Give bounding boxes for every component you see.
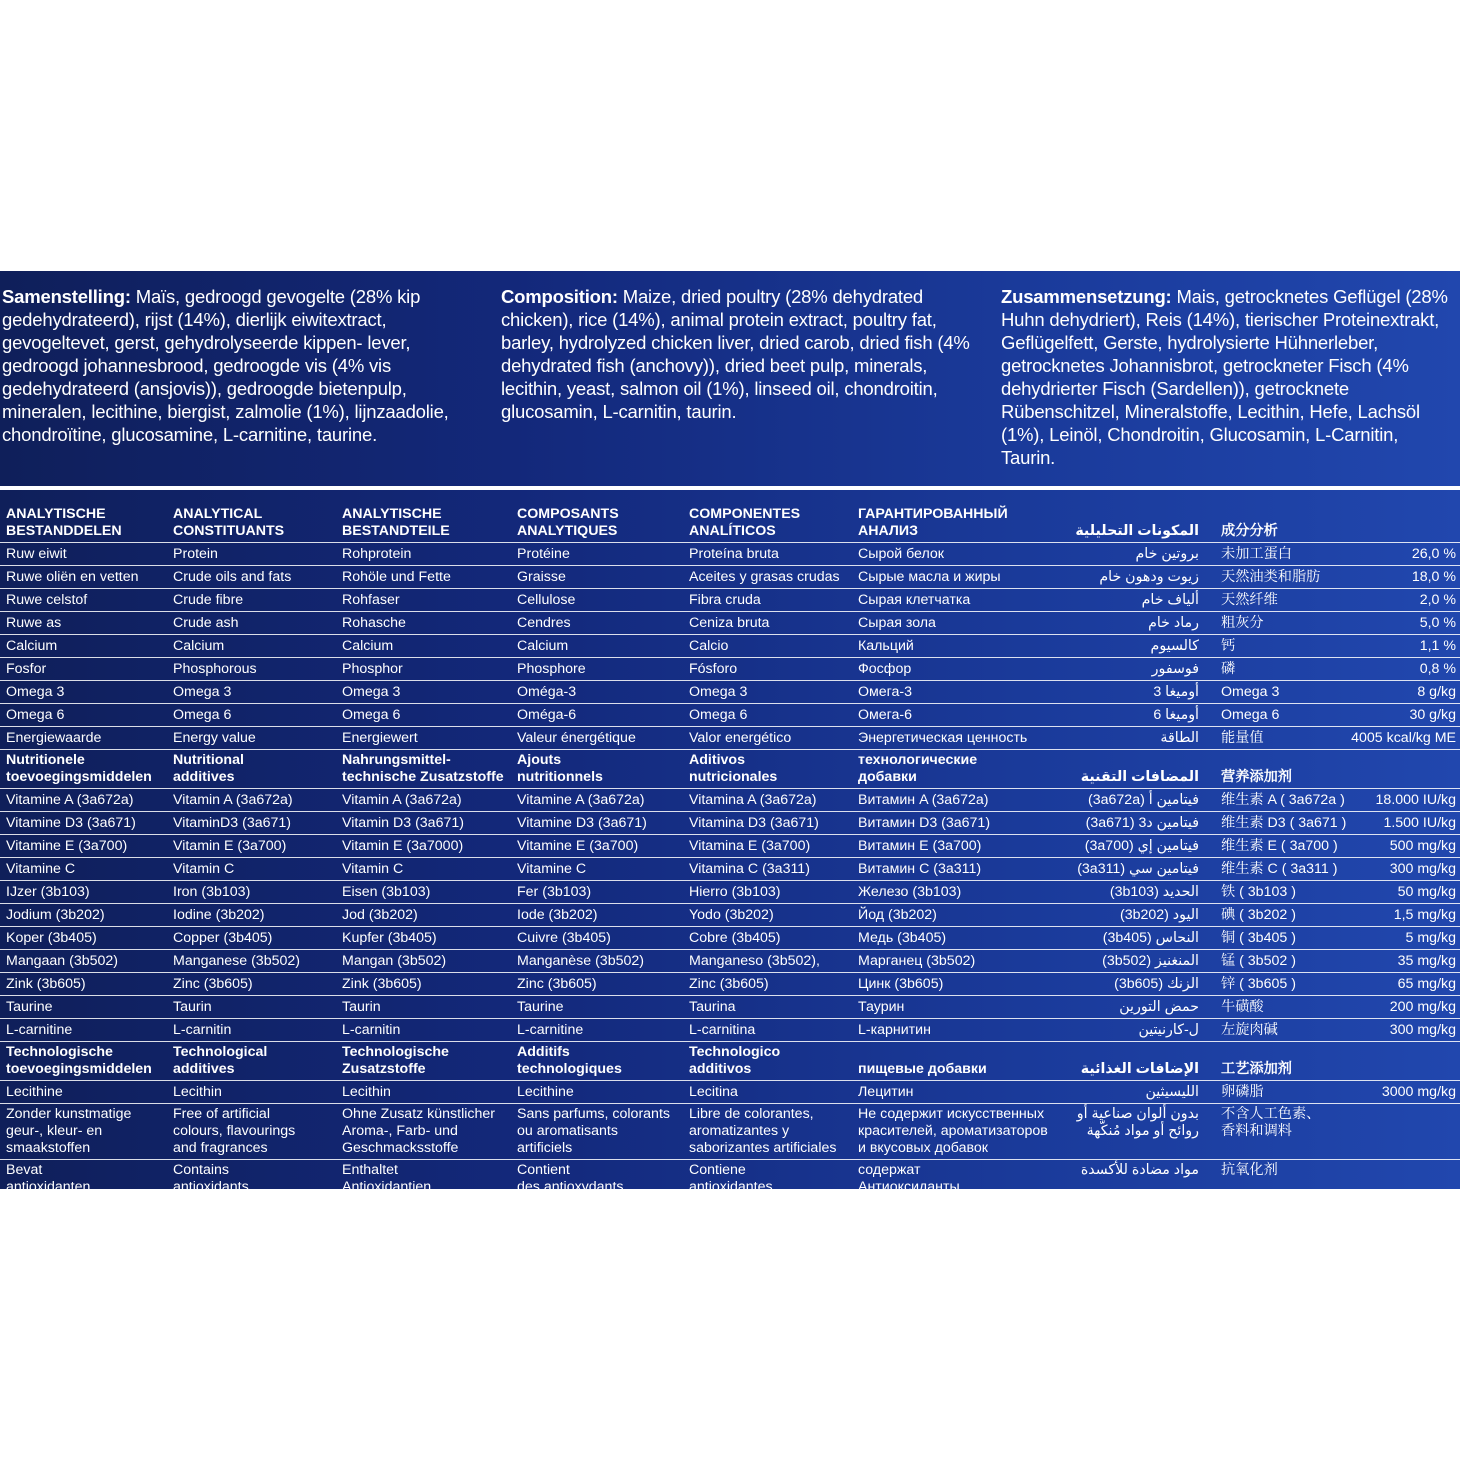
cell-french: Oméga-3 xyxy=(511,681,683,704)
cell-dutch: ANALYTISCHE BESTANDDELEN xyxy=(0,504,167,543)
cell-german: L-carnitin xyxy=(336,1019,511,1042)
cell-german: Vitamin C xyxy=(336,858,511,881)
cell-german: Ohne Zusatz künstlicher Aroma-, Farb- und Geschmacksstoffe xyxy=(336,1104,511,1160)
cell-german: Vitamin D3 (3a671) xyxy=(336,812,511,835)
cell-chinese: 工艺添加剂 xyxy=(1219,1042,1323,1081)
cell-arabic: فيتامين سي (3a311) xyxy=(1065,858,1219,881)
table-row xyxy=(0,727,1460,750)
cell-arabic: الحديد (3b103) xyxy=(1065,881,1219,904)
cell-russian: Сырой белок xyxy=(852,543,1065,566)
cell-arabic: المضافات التقنية xyxy=(1065,750,1219,789)
cell-chinese: 粗灰分 xyxy=(1219,612,1323,635)
cell-german: Omega 3 xyxy=(336,681,511,704)
cell-dutch: Omega 3 xyxy=(0,681,167,704)
composition-dutch xyxy=(2,285,472,446)
cell-spanish: Vitamina D3 (3a671) xyxy=(683,812,852,835)
cell-german: Lecithin xyxy=(336,1081,511,1104)
cell-english: Protein xyxy=(167,543,336,566)
cell-english: Crude oils and fats xyxy=(167,566,336,589)
cell-spanish: Cobre (3b405) xyxy=(683,927,852,950)
table-row xyxy=(0,881,1460,904)
cell-dutch: L-carnitine xyxy=(0,1019,167,1042)
cell-dutch: Vitamine A (3a672a) xyxy=(0,789,167,812)
table-row xyxy=(0,950,1460,973)
table-row-antioxidants xyxy=(0,1160,1460,1199)
cell-french: Sans parfums, colorants ou aromatisants artificiels xyxy=(511,1104,683,1160)
cell-chinese: 维生素 C ( 3a311 ) xyxy=(1219,858,1323,881)
cell-arabic: اليود (3b202) xyxy=(1065,904,1219,927)
cell-russian: Кальций xyxy=(852,635,1065,658)
cell-german: Zink (3b605) xyxy=(336,973,511,996)
cell-dutch: Jodium (3b202) xyxy=(0,904,167,927)
cell-dutch: Vitamine C xyxy=(0,858,167,881)
cell-value: 18,0 % xyxy=(1323,566,1460,589)
cell-french: Zinc (3b605) xyxy=(511,973,683,996)
cell-arabic: فيتامين د3 (3a671) xyxy=(1065,812,1219,835)
cell-english: Vitamin E (3a700) xyxy=(167,835,336,858)
cell-spanish: Aditivos nutricionales xyxy=(683,750,852,789)
cell-dutch: Zonder kunstmatige geur-, kleur- en smaakstoffen xyxy=(0,1104,167,1160)
cell-chinese: 磷 xyxy=(1219,658,1323,681)
cell-arabic: مواد مضادة للأكسدة xyxy=(1080,1162,1199,1178)
cell-dutch: Ruw eiwit xyxy=(0,543,167,566)
cell-french: Iode (3b202) xyxy=(511,904,683,927)
cell-chinese: Omega 3 xyxy=(1219,681,1323,704)
cell-russian: Сырая зола xyxy=(852,612,1065,635)
analysis-table xyxy=(0,504,1460,1198)
cell-french: Cendres xyxy=(511,612,683,635)
cell-spanish: Libre de colorantes, aromatizantes y saborizantes artificiales xyxy=(683,1104,852,1160)
cell-english: Vitamin C xyxy=(167,858,336,881)
cell-english: Omega 3 xyxy=(167,681,336,704)
cell-german: ANALYTISCHE BESTANDTEILE xyxy=(336,504,511,543)
table-row xyxy=(0,635,1460,658)
cell-value: 5 mg/kg xyxy=(1323,927,1460,950)
composition-dutch-label: Samenstelling: xyxy=(2,286,131,307)
cell-french: Vitamine A (3a672a) xyxy=(511,789,683,812)
table-row xyxy=(0,543,1460,566)
cell-spanish: Zinc (3b605) xyxy=(683,973,852,996)
cell-english: L-carnitin xyxy=(167,1019,336,1042)
cell-spanish: Hierro (3b103) xyxy=(683,881,852,904)
cell-value xyxy=(1323,750,1460,789)
cell-value: 1,1 % xyxy=(1323,635,1460,658)
table-header-row xyxy=(0,504,1460,543)
cell-english: Copper (3b405) xyxy=(167,927,336,950)
cell-spanish: Technologico additivos xyxy=(683,1042,852,1081)
cell-value: 200 mg/kg xyxy=(1323,996,1460,1019)
section-header-technological xyxy=(0,1042,1460,1081)
cell-russian: Витамин A (3a672a) xyxy=(852,789,1065,812)
table-row xyxy=(0,927,1460,950)
cell-russian: Таурин xyxy=(852,996,1065,1019)
cell-french: Taurine xyxy=(511,996,683,1019)
cell-german: Rohöle und Fette xyxy=(336,566,511,589)
cell-english: Technological additives xyxy=(167,1042,336,1081)
cell-dutch: Taurine xyxy=(0,996,167,1019)
cell-english: Crude ash xyxy=(167,612,336,635)
cell-value: 5,0 % xyxy=(1323,612,1460,635)
cell-french: Valeur énergétique xyxy=(511,727,683,750)
cell-chinese: 卵磷脂 xyxy=(1219,1081,1323,1104)
cell-dutch: Mangaan (3b502) xyxy=(0,950,167,973)
cell-russian: Марганец (3b502) xyxy=(852,950,1065,973)
cell-chinese: 锰 ( 3b502 ) xyxy=(1219,950,1323,973)
cell-arabic: رماد خام xyxy=(1065,612,1219,635)
cell-arabic: فيتامين أ (3a672a) xyxy=(1065,789,1219,812)
cell-arabic: ألياف خام xyxy=(1065,589,1219,612)
composition-panel xyxy=(0,271,1460,486)
cell-dutch: Ruwe celstof xyxy=(0,589,167,612)
cell-value: 4005 kcal/kg ME xyxy=(1323,727,1460,750)
cell-chinese: 天然纤维 xyxy=(1219,589,1323,612)
cell-spanish: Vitamina A (3a672a) xyxy=(683,789,852,812)
cell-french: Vitamine D3 (3a671) xyxy=(511,812,683,835)
cell-chinese: 锌 ( 3b605 ) xyxy=(1219,973,1323,996)
section-header-nutritional xyxy=(0,750,1460,789)
cell-german: Rohprotein xyxy=(336,543,511,566)
cell-french: Lecithine xyxy=(511,1081,683,1104)
cell-spanish: Yodo (3b202) xyxy=(683,904,852,927)
cell-arabic: المكونات التحليلية xyxy=(1065,504,1219,543)
cell-english: Vitamin A (3a672a) xyxy=(167,789,336,812)
cell-english: Iron (3b103) xyxy=(167,881,336,904)
cell-spanish: Lecitina xyxy=(683,1081,852,1104)
cell-chinese: Omega 6 xyxy=(1219,704,1323,727)
table-row xyxy=(0,589,1460,612)
table-row xyxy=(0,1081,1460,1104)
cell-chinese: 天然油类和脂肪 xyxy=(1219,566,1323,589)
cell-french: Ajouts nutritionnels xyxy=(511,750,683,789)
table-row xyxy=(0,812,1460,835)
cell-russian: Витамин E (3a700) xyxy=(852,835,1065,858)
composition-dutch-text: Maïs, gedroogd gevogelte (28% kip gedehydrateerd), rijst (14%), dierlijk eiwitextract, gevogeltevet, gerst, gehydrolyseerde kippen- lever, gedroogd johannesbrood, gedroogde vis (4% vis gedehydrateerd (ansjovis)), gedroogde bietenpulp, mineralen, lecithine, biergist, zalmolie (1%), lijnzaadolie, chondroïtine, glucosamine, L-carnitine, taurine. xyxy=(2,286,449,445)
cell-chinese: 维生素 A ( 3a672a ) xyxy=(1219,789,1323,812)
cell-german: Technologische Zusatzstoffe xyxy=(336,1042,511,1081)
cell-russian: Сырые масла и жиры xyxy=(852,566,1065,589)
cell-german: Nahrungsmittel- technische Zusatzstoffe xyxy=(336,750,511,789)
cell-french: Phosphore xyxy=(511,658,683,681)
cell-chinese: 钙 xyxy=(1219,635,1323,658)
table-row xyxy=(0,704,1460,727)
cell-english: Calcium xyxy=(167,635,336,658)
cell-chinese: 不含人工色素、 香料和调料 xyxy=(1219,1104,1323,1160)
cell-dutch: Calcium xyxy=(0,635,167,658)
cell-russian: Не содержит искусственных красителей, ароматизаторов и вкусовых добавок xyxy=(852,1104,1065,1160)
cell-dutch: Nutritionele toevoegingsmiddelen xyxy=(0,750,167,789)
composition-english-label: Composition: xyxy=(501,286,618,307)
cell-french: Fer (3b103) xyxy=(511,881,683,904)
cell-chinese: 维生素 D3 ( 3a671 ) xyxy=(1219,812,1323,835)
cell-dutch: Technologische toevoegingsmiddelen xyxy=(0,1042,167,1081)
cell-chinese: 未加工蛋白 xyxy=(1219,543,1323,566)
cell-spanish: L-carnitina xyxy=(683,1019,852,1042)
cell-value: 50 mg/kg xyxy=(1323,881,1460,904)
cell-dutch: IJzer (3b103) xyxy=(0,881,167,904)
cell-french: Oméga-6 xyxy=(511,704,683,727)
cell-dutch: Zink (3b605) xyxy=(0,973,167,996)
cell-french: Graisse xyxy=(511,566,683,589)
cell-french: Manganèse (3b502) xyxy=(511,950,683,973)
cell-arabic: أوميغا 6 xyxy=(1065,704,1219,727)
cell-spanish: Fósforo xyxy=(683,658,852,681)
cell-arabic: فيتامين إي (3a700) xyxy=(1065,835,1219,858)
cell-value: 300 mg/kg xyxy=(1323,858,1460,881)
cell-russian: Витамин C (3a311) xyxy=(852,858,1065,881)
cell-dutch: Vitamine D3 (3a671) xyxy=(0,812,167,835)
cell-dutch: Omega 6 xyxy=(0,704,167,727)
cell-russian: ГАРАНТИРОВАННЫЙ АНАЛИЗ xyxy=(852,504,1065,543)
cell-dutch: Lecithine xyxy=(0,1081,167,1104)
cell-english: Phosphorous xyxy=(167,658,336,681)
cell-value xyxy=(1323,1160,1460,1199)
table-row xyxy=(0,904,1460,927)
cell-arabic: الطاقة xyxy=(1065,727,1219,750)
cell-value: 65 mg/kg xyxy=(1323,973,1460,996)
table-row xyxy=(0,789,1460,812)
cell-german: Jod (3b202) xyxy=(336,904,511,927)
cell-english: Manganese (3b502) xyxy=(167,950,336,973)
cell-russian: Энергетическая ценность xyxy=(852,727,1065,750)
cell-arabic: الليسيثين xyxy=(1065,1081,1219,1104)
cell-dutch: Fosfor xyxy=(0,658,167,681)
cell-arabic: حمض التورين xyxy=(1065,996,1219,1019)
cell-arabic: المنغنيز (3b502) xyxy=(1065,950,1219,973)
cell-english: Crude fibre xyxy=(167,589,336,612)
cell-russian: Фосфор xyxy=(852,658,1065,681)
cell-french: Calcium xyxy=(511,635,683,658)
cell-arabic: كالسيوم xyxy=(1065,635,1219,658)
cell-russian: Сырая клетчатка xyxy=(852,589,1065,612)
analysis-table-body xyxy=(0,504,1460,1198)
cell-dutch: Ruwe as xyxy=(0,612,167,635)
cell-value: 18.000 IU/kg xyxy=(1323,789,1460,812)
cell-spanish: COMPONENTES ANALÍTICOS xyxy=(683,504,852,543)
table-row xyxy=(0,612,1460,635)
cell-value: 3000 mg/kg xyxy=(1323,1081,1460,1104)
cell-value xyxy=(1323,1104,1460,1160)
cell-russian: Йод (3b202) xyxy=(852,904,1065,927)
cell-english: VitaminD3 (3a671) xyxy=(167,812,336,835)
cell-spanish: Valor energético xyxy=(683,727,852,750)
cell-spanish: Aceites y grasas crudas xyxy=(683,566,852,589)
cell-dutch: Ruwe oliën en vetten xyxy=(0,566,167,589)
cell-german: Energiewert xyxy=(336,727,511,750)
cell-value: 35 mg/kg xyxy=(1323,950,1460,973)
table-row xyxy=(0,996,1460,1019)
cell-russian: Медь (3b405) xyxy=(852,927,1065,950)
cell-spanish: Contiene antioxidantes xyxy=(689,1162,773,1195)
cell-german: Phosphor xyxy=(336,658,511,681)
cell-spanish: Manganeso (3b502), xyxy=(683,950,852,973)
cell-arabic: النحاس (3b405) xyxy=(1065,927,1219,950)
table-row-free-of-artificial xyxy=(0,1104,1460,1160)
cell-russian: Железо (3b103) xyxy=(852,881,1065,904)
composition-english xyxy=(501,285,971,423)
analysis-panel xyxy=(0,490,1460,1195)
cell-value: 30 g/kg xyxy=(1323,704,1460,727)
cell-english: Energy value xyxy=(167,727,336,750)
composition-german-text: Mais, getrocknetes Geflügel (28% Huhn dehydriert), Reis (14%), tierischer Proteinextrakt, Geflügelfett, Gerste, hydrolysierte Hühnerleber, getrocknetes Johannisbrot, getrockneter Fisch (4% dehydrierter Fisch (Sardellen)), getrocknete Rübenschitzel, Mineralstoffe, Lecithin, Hefe, Lachsöl (1%), Leinöl, Chondroitin, Glucosamin, L-Carnitin, Taurin. xyxy=(1001,286,1448,468)
cell-english: Taurin xyxy=(167,996,336,1019)
composition-english-text: Maize, dried poultry (28% dehydrated chicken), rice (14%), animal protein extract, poultry fat, barley, hydrolyzed chicken liver, dried carob, dried fish (4% dehydrated fish (anchovy)), dried beet pulp, minerals, lecithin, yeast, salmon oil (1%), linseed oil, chondroitin, glucosamin, L-carnitin, taurin. xyxy=(501,286,970,422)
cell-value: 26,0 % xyxy=(1323,543,1460,566)
cell-french: COMPOSANTS ANALYTIQUES xyxy=(511,504,683,543)
cell-english: Omega 6 xyxy=(167,704,336,727)
composition-german-label: Zusammensetzung: xyxy=(1001,286,1172,307)
cell-german: Taurin xyxy=(336,996,511,1019)
cell-russian: Лецитин xyxy=(852,1081,1065,1104)
cell-dutch: Energiewaarde xyxy=(0,727,167,750)
cell-russian: L-карнитин xyxy=(852,1019,1065,1042)
cell-french: Cellulose xyxy=(511,589,683,612)
cell-value: 500 mg/kg xyxy=(1323,835,1460,858)
cell-english: Iodine (3b202) xyxy=(167,904,336,927)
table-row xyxy=(0,566,1460,589)
cell-chinese: 铁 ( 3b103 ) xyxy=(1219,881,1323,904)
cell-spanish: Omega 3 xyxy=(683,681,852,704)
cell-french: Cuivre (3b405) xyxy=(511,927,683,950)
cell-spanish: Ceniza bruta xyxy=(683,612,852,635)
cell-spanish: Vitamina E (3a700) xyxy=(683,835,852,858)
cell-german: Eisen (3b103) xyxy=(336,881,511,904)
cell-dutch: Bevat antioxidanten xyxy=(6,1162,91,1195)
cell-chinese: 牛磺酸 xyxy=(1219,996,1323,1019)
table-row xyxy=(0,1019,1460,1042)
cell-value: 300 mg/kg xyxy=(1323,1019,1460,1042)
cell-german: Vitamin A (3a672a) xyxy=(336,789,511,812)
cell-chinese: 抗氧化剂 xyxy=(1221,1162,1278,1178)
cell-russian: пищевые добавки xyxy=(852,1042,1065,1081)
cell-arabic: بدون ألوان صناعية أو روائح أو مواد مُنكّهة xyxy=(1065,1104,1219,1160)
table-row xyxy=(0,681,1460,704)
cell-french: Contient des antioxydants xyxy=(517,1162,624,1195)
cell-dutch: Koper (3b405) xyxy=(0,927,167,950)
cell-russian: Омега-6 xyxy=(852,704,1065,727)
cell-value: 8 g/kg xyxy=(1323,681,1460,704)
cell-german: Vitamin E (3a7000) xyxy=(336,835,511,858)
cell-french: Vitamine C xyxy=(511,858,683,881)
cell-spanish: Taurina xyxy=(683,996,852,1019)
table-row xyxy=(0,973,1460,996)
cell-spanish: Omega 6 xyxy=(683,704,852,727)
cell-spanish: Calcio xyxy=(683,635,852,658)
cell-russian: Цинк (3b605) xyxy=(852,973,1065,996)
cell-english: Zinc (3b605) xyxy=(167,973,336,996)
cell-german: Calcium xyxy=(336,635,511,658)
cell-russian: содержат Антиоксиданты xyxy=(858,1162,960,1195)
cell-chinese: 成分分析 xyxy=(1219,504,1323,543)
cell-spanish: Vitamina C (3a311) xyxy=(683,858,852,881)
cell-english: Nutritional additives xyxy=(167,750,336,789)
cell-german: Kupfer (3b405) xyxy=(336,927,511,950)
cell-german: Omega 6 xyxy=(336,704,511,727)
cell-english: ANALYTICAL CONSTITUANTS xyxy=(167,504,336,543)
cell-russian: Витамин D3 (3a671) xyxy=(852,812,1065,835)
cell-arabic: ل-كارنيتين xyxy=(1065,1019,1219,1042)
cell-arabic: الإضافات الغذائية xyxy=(1065,1042,1219,1081)
table-row xyxy=(0,658,1460,681)
cell-dutch: Vitamine E (3a700) xyxy=(0,835,167,858)
cell-value: 0,8 % xyxy=(1323,658,1460,681)
cell-french: Vitamine E (3a700) xyxy=(511,835,683,858)
cell-chinese: 能量值 xyxy=(1219,727,1323,750)
cell-french: L-carnitine xyxy=(511,1019,683,1042)
cell-arabic: زيوت ودهون خام xyxy=(1065,566,1219,589)
cell-value xyxy=(1323,1042,1460,1081)
cell-german: Rohasche xyxy=(336,612,511,635)
cell-german: Rohfaser xyxy=(336,589,511,612)
table-row xyxy=(0,835,1460,858)
cell-value: 2,0 % xyxy=(1323,589,1460,612)
cell-chinese: 左旋肉碱 xyxy=(1219,1019,1323,1042)
cell-french: Additifs technologiques xyxy=(511,1042,683,1081)
cell-value: 1,5 mg/kg xyxy=(1323,904,1460,927)
cell-russian: технологические добавки xyxy=(852,750,1065,789)
cell-spanish: Proteína bruta xyxy=(683,543,852,566)
cell-french: Protéine xyxy=(511,543,683,566)
cell-russian: Омега-3 xyxy=(852,681,1065,704)
cell-chinese: 维生素 E ( 3a700 ) xyxy=(1219,835,1323,858)
cell-arabic: أوميغا 3 xyxy=(1065,681,1219,704)
cell-german: Mangan (3b502) xyxy=(336,950,511,973)
composition-german xyxy=(1001,285,1456,469)
cell-value: 1.500 IU/kg xyxy=(1323,812,1460,835)
cell-english: Free of artificial colours, flavourings and fragrances xyxy=(167,1104,336,1160)
cell-english: Lecithin xyxy=(167,1081,336,1104)
table-row xyxy=(0,858,1460,881)
cell-german: Enthaltet Antioxidantien xyxy=(342,1162,432,1195)
cell-value xyxy=(1323,504,1460,543)
cell-chinese: 碘 ( 3b202 ) xyxy=(1219,904,1323,927)
cell-arabic: الزنك (3b605) xyxy=(1065,973,1219,996)
cell-arabic: فوسفور xyxy=(1065,658,1219,681)
cell-chinese: 营养添加剂 xyxy=(1219,750,1323,789)
cell-arabic: بروتين خام xyxy=(1065,543,1219,566)
cell-chinese: 铜 ( 3b405 ) xyxy=(1219,927,1323,950)
cell-spanish: Fibra cruda xyxy=(683,589,852,612)
cell-english: Contains antioxidants xyxy=(173,1162,249,1195)
